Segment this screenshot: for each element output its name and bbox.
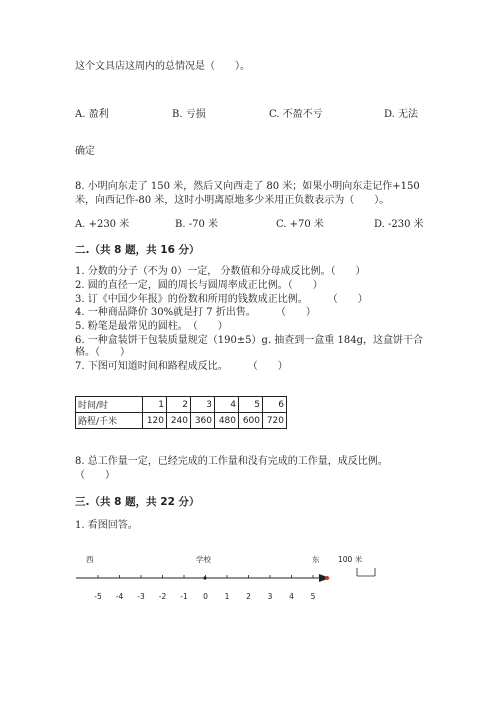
prev-option-a: A. 盈利 bbox=[75, 109, 109, 120]
judge-item-6: 6. 一种盒装饼干包装质量规定（190±5）g. 抽查到一盒重 184g，这盒饼干合 bbox=[75, 335, 423, 346]
prev-option-c: C. 不盈不亏 bbox=[269, 109, 323, 120]
school-dot bbox=[203, 576, 206, 579]
judge-item-8-line2: （ ） bbox=[75, 470, 115, 481]
tick-label: -4 bbox=[115, 592, 124, 601]
scale-label: 100 米 bbox=[338, 555, 363, 564]
judge-item-8-line1: 8. 总工作量一定，已经完成的工作量和没有完成的工作量，成反比例。 bbox=[75, 456, 388, 467]
table-row bbox=[76, 413, 287, 429]
tick-label: 5 bbox=[310, 592, 316, 601]
tick-label: 3 bbox=[267, 592, 273, 601]
tick-label: -1 bbox=[180, 592, 188, 601]
q8-option-c: C. +70 米 bbox=[276, 219, 324, 230]
tick-label: 4 bbox=[289, 592, 294, 601]
q8-option-b: B. -70 米 bbox=[175, 219, 218, 230]
judge-item-5: 5. 粉笔是最常见的圆柱。 （ ） bbox=[75, 321, 228, 332]
table-cell: 720 bbox=[263, 413, 287, 429]
table-cell: 360 bbox=[191, 413, 215, 429]
section2-heading: 二.（共 8 题，共 16 分） bbox=[75, 244, 200, 256]
label-school: 学校 bbox=[196, 555, 211, 564]
prev-question-stem: 这个文具店这周内的总情况是（ ）。 bbox=[75, 61, 250, 72]
q8-stem-line2: 米，向西记作-80 米，这时小明离原地多少米用正负数表示为（ ）。 bbox=[75, 195, 390, 206]
table-row bbox=[76, 397, 287, 413]
table-cell: 5 bbox=[239, 397, 263, 413]
judge-item-4: 4. 一种商品降价 30%就是打 7 折出售。 （ ） bbox=[75, 307, 316, 318]
judge-item-3: 3. 订《中国少年报》的份数和所用的钱数成正比例。 （ ） bbox=[75, 294, 368, 305]
table-cell: 600 bbox=[239, 413, 263, 429]
table-cell: 4 bbox=[215, 397, 239, 413]
table-cell: 480 bbox=[215, 413, 239, 429]
table-cell: 2 bbox=[167, 397, 191, 413]
table-cell-header: 路程/千米 bbox=[76, 413, 143, 429]
section3-question-1: 1. 看图回答。 bbox=[75, 520, 138, 531]
tick-label: 0 bbox=[203, 592, 208, 601]
table-cell: 240 bbox=[167, 413, 191, 429]
table-cell: 6 bbox=[263, 397, 287, 413]
prev-option-d-continued: 确定 bbox=[75, 146, 95, 157]
tick-label: -5 bbox=[94, 592, 102, 601]
label-west: 西 bbox=[86, 555, 94, 564]
point-marker-east bbox=[325, 576, 329, 580]
q8-option-a: A. +230 米 bbox=[75, 219, 130, 230]
judge-item-2: 2. 圆的直径一定，圆的周长与圆周率成正比例。（ ） bbox=[75, 280, 323, 291]
time-distance-table bbox=[75, 396, 287, 429]
tick-label: 1 bbox=[224, 592, 230, 601]
label-east: 东 bbox=[312, 555, 320, 564]
prev-option-d: D. 无法 bbox=[384, 109, 419, 120]
q8-option-d: D. -230 米 bbox=[374, 219, 424, 230]
number-line-figure bbox=[0, 548, 500, 608]
judge-item-6-continued: 格。（ ） bbox=[75, 347, 130, 358]
section3-heading: 三.（共 8 题，共 22 分） bbox=[75, 496, 200, 508]
tick-label: 2 bbox=[246, 592, 251, 601]
table-cell: 1 bbox=[143, 397, 167, 413]
tick-label: -3 bbox=[137, 592, 145, 601]
table-cell-header: 时间/时 bbox=[76, 397, 143, 413]
q8-stem-line1: 8. 小明向东走了 150 米，然后又向西走了 80 米；如果小明向东走记作+150 bbox=[75, 181, 420, 192]
table-cell: 120 bbox=[143, 413, 167, 429]
prev-option-b: B. 亏损 bbox=[172, 109, 206, 120]
judge-item-7: 7. 下图可知道时间和路程成反比。 （ ） bbox=[75, 361, 288, 372]
tick-label: -2 bbox=[158, 592, 167, 601]
judge-item-1: 1. 分数的分子（不为 0）一定， 分数值和分母成反比例。（ ） bbox=[75, 266, 366, 277]
table-cell: 3 bbox=[191, 397, 215, 413]
